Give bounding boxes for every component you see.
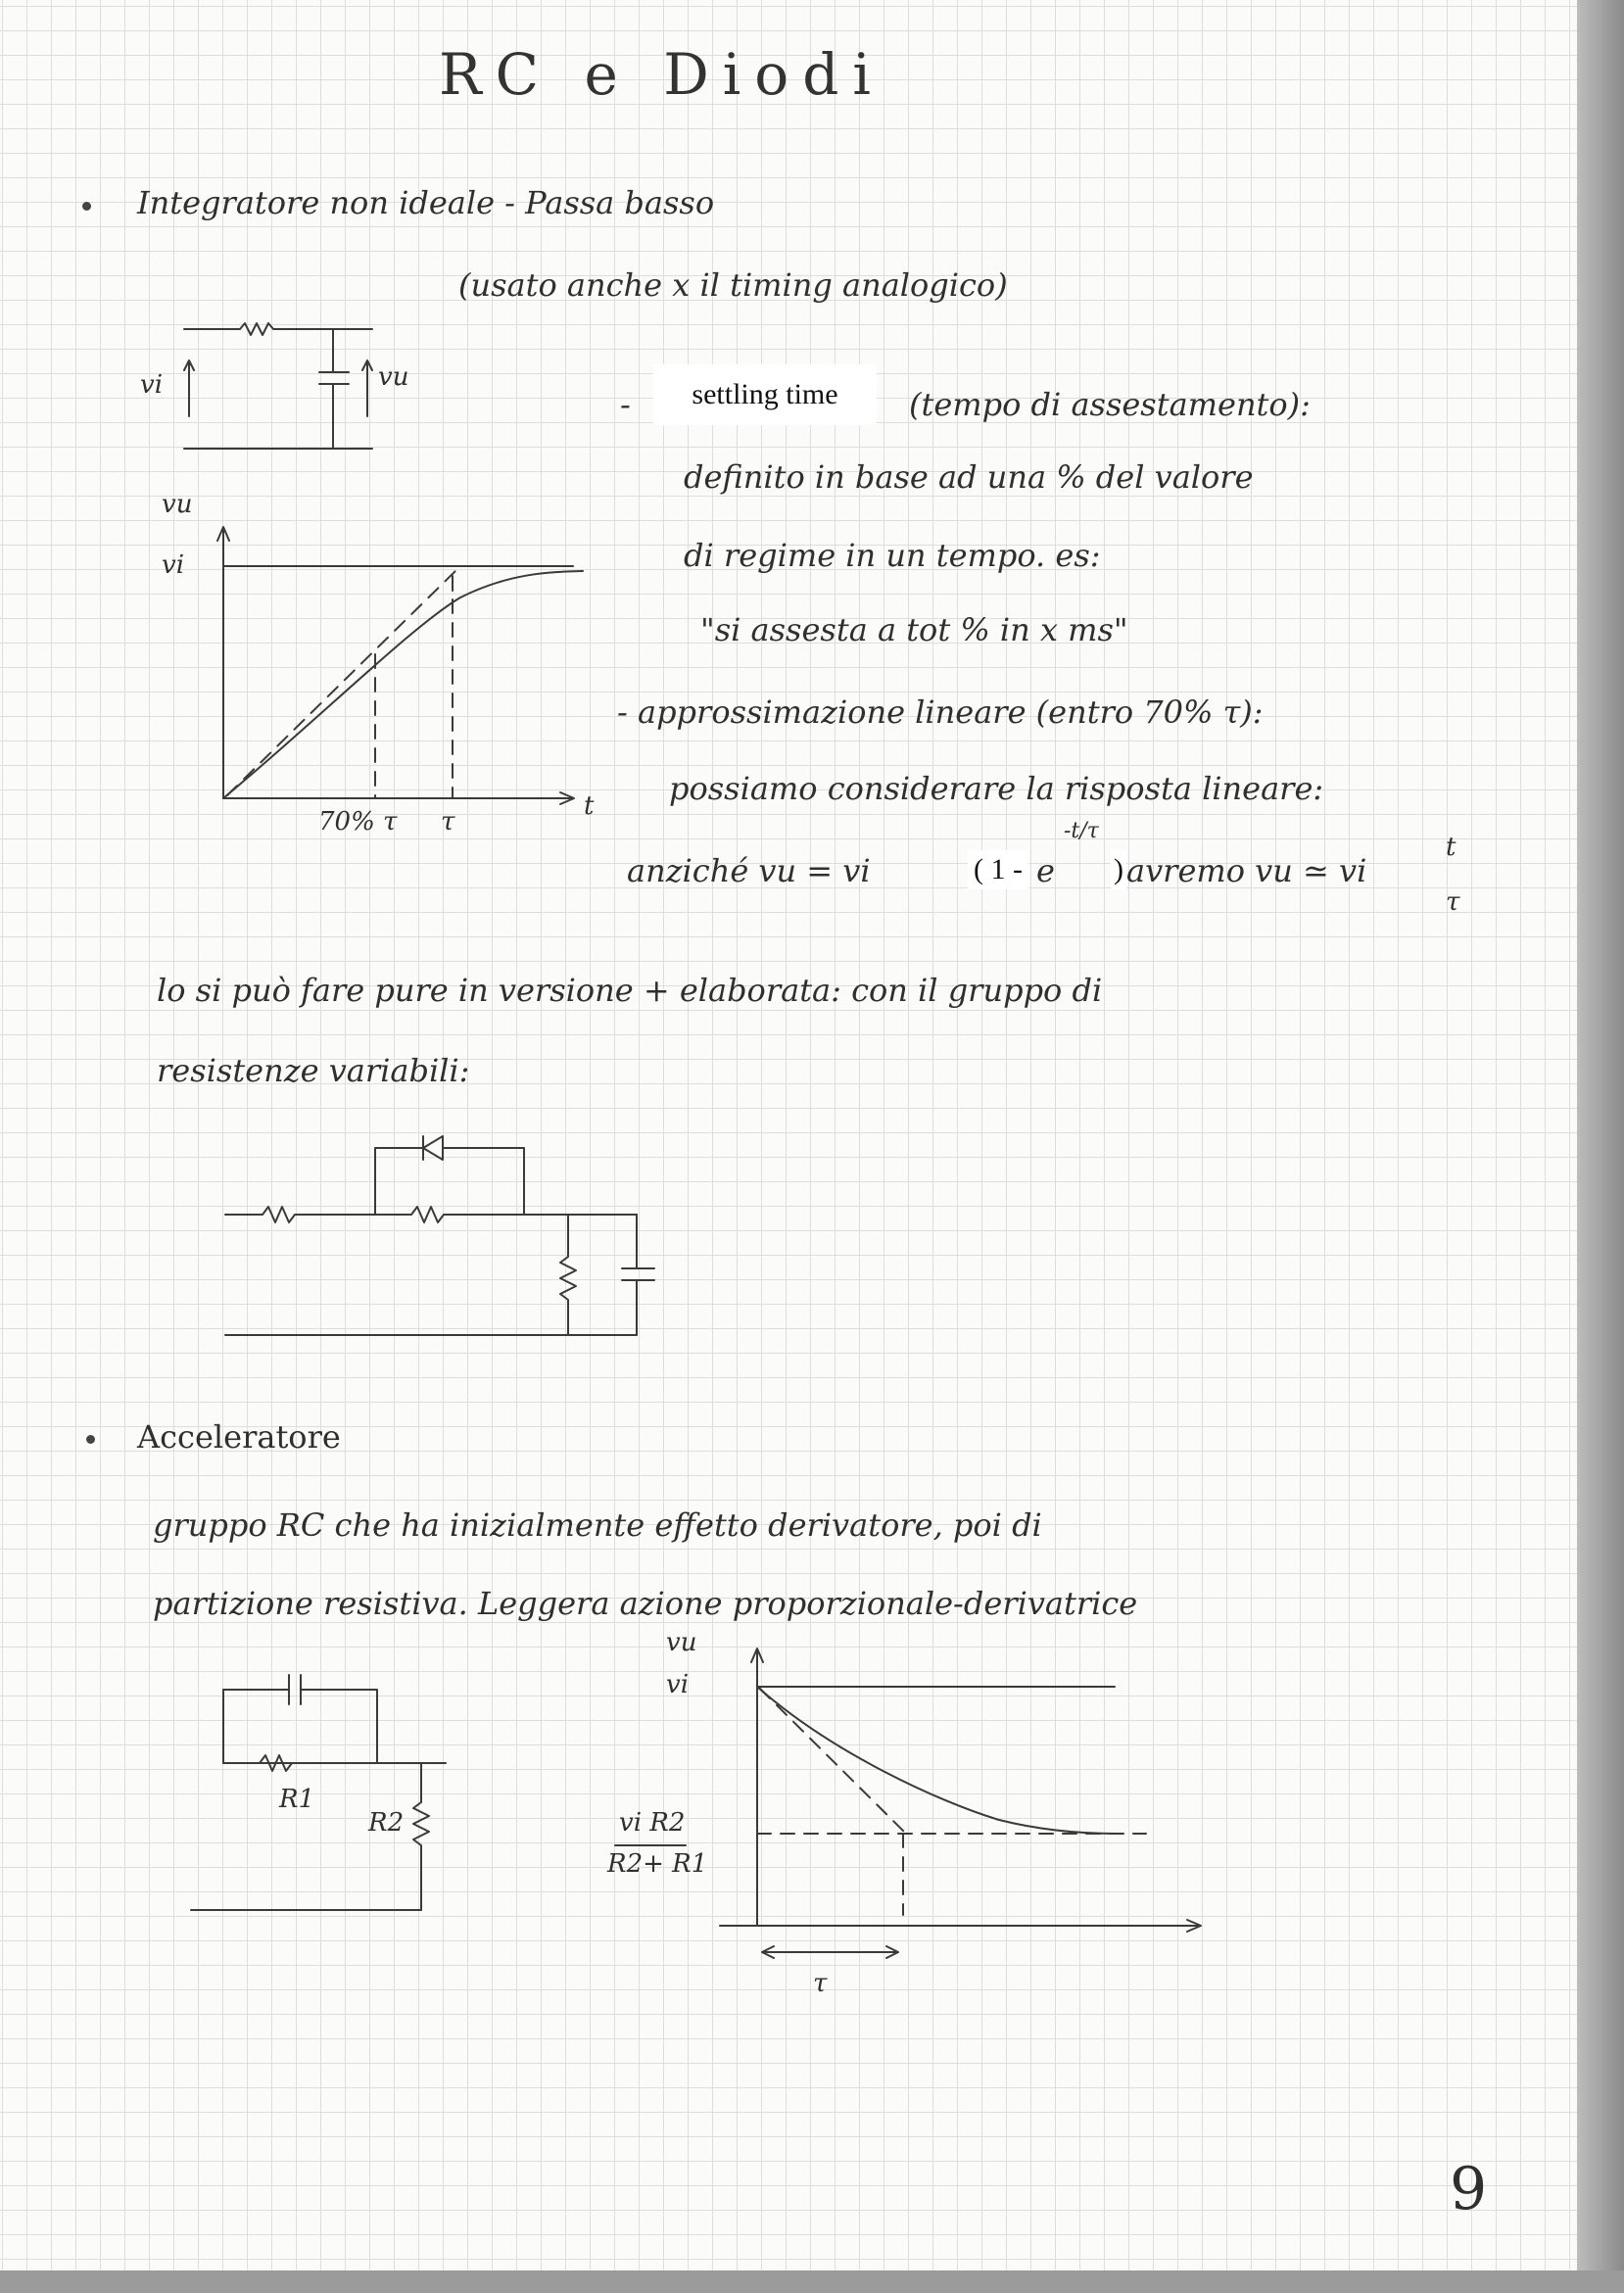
graph2-ratio-numerator: vi R2 — [619, 1808, 686, 1838]
formula-printed-part: ( 1 - — [968, 850, 1028, 889]
section2-line-2: partizione resistiva. Leggera azione proporzionale-derivatrice — [153, 1585, 1138, 1622]
page-title: RC e Diodi — [439, 41, 884, 108]
graph2-level-label: vi — [666, 1670, 690, 1699]
section1-heading: Integratore non ideale - Passa basso — [137, 184, 715, 221]
r1-label: R1 — [279, 1785, 315, 1814]
section2-line-1: gruppo RC che ha inizialmente effetto derivatore, poi di — [153, 1506, 1042, 1544]
r2-label: R2 — [368, 1808, 405, 1838]
formula-exponential: e — [1036, 852, 1055, 889]
formula-part-c: avremo vu ≃ vi — [1126, 852, 1367, 889]
graph1-tick-tau-label: τ — [441, 807, 455, 836]
formula-exponent: -t/τ — [1064, 819, 1099, 843]
version-line: lo si può fare pure in versione + elaborata: con il gruppo di — [157, 972, 1103, 1009]
section2-heading: Acceleratore — [137, 1418, 341, 1456]
settling-line-4: "si assesta a tot % in x ms" — [700, 611, 1128, 648]
page-edge — [1577, 0, 1624, 2293]
settling-line-2: definito in base ad una % del valore — [684, 458, 1254, 496]
graph2-axis-y-label: vu — [666, 1628, 697, 1657]
circuit-vu-label: vu — [378, 362, 409, 392]
graph1-axis-y-label: vu — [162, 490, 193, 519]
version-line-2: resistenze variabili: — [157, 1052, 470, 1089]
formula-fraction-numerator: t — [1446, 833, 1457, 862]
diode-resistor-network — [225, 1136, 654, 1335]
section1-subheading: (usato anche x il timing analogico) — [458, 266, 1008, 304]
graph1-axis-x-label: t — [584, 791, 595, 821]
bullet-1 — [82, 202, 91, 211]
accelerator-response-graph — [615, 1648, 1201, 1958]
graph1-tick-70-label: 70% τ — [318, 807, 398, 836]
graph2-tau-label: τ — [813, 1969, 828, 1998]
settling-line-3: di regime in un tempo. es: — [684, 537, 1101, 574]
formula-fraction-denominator: τ — [1446, 887, 1460, 917]
settling-time-term: settling time — [653, 364, 877, 425]
settling-dash: - — [620, 386, 631, 423]
circuit-vi-label: vi — [140, 370, 164, 400]
formula-close-paren: ) — [1111, 850, 1126, 889]
graph2-ratio-denominator: R2+ R1 — [607, 1849, 708, 1879]
approximation-line-2: possiamo considerare la risposta lineare: — [669, 770, 1324, 807]
bullet-2 — [86, 1435, 95, 1444]
page-number: 9 — [1450, 2155, 1488, 2223]
accelerator-circuit — [191, 1675, 446, 1910]
charge-curve-graph — [217, 527, 583, 804]
rc-lowpass-circuit — [184, 323, 372, 449]
settling-definition: (tempo di assestamento): — [909, 386, 1311, 423]
approximation-line: - approssimazione lineare (entro 70% τ): — [617, 693, 1264, 731]
formula-part-a: anziché vu = vi — [627, 852, 871, 889]
graph1-level-label: vi — [162, 550, 185, 580]
